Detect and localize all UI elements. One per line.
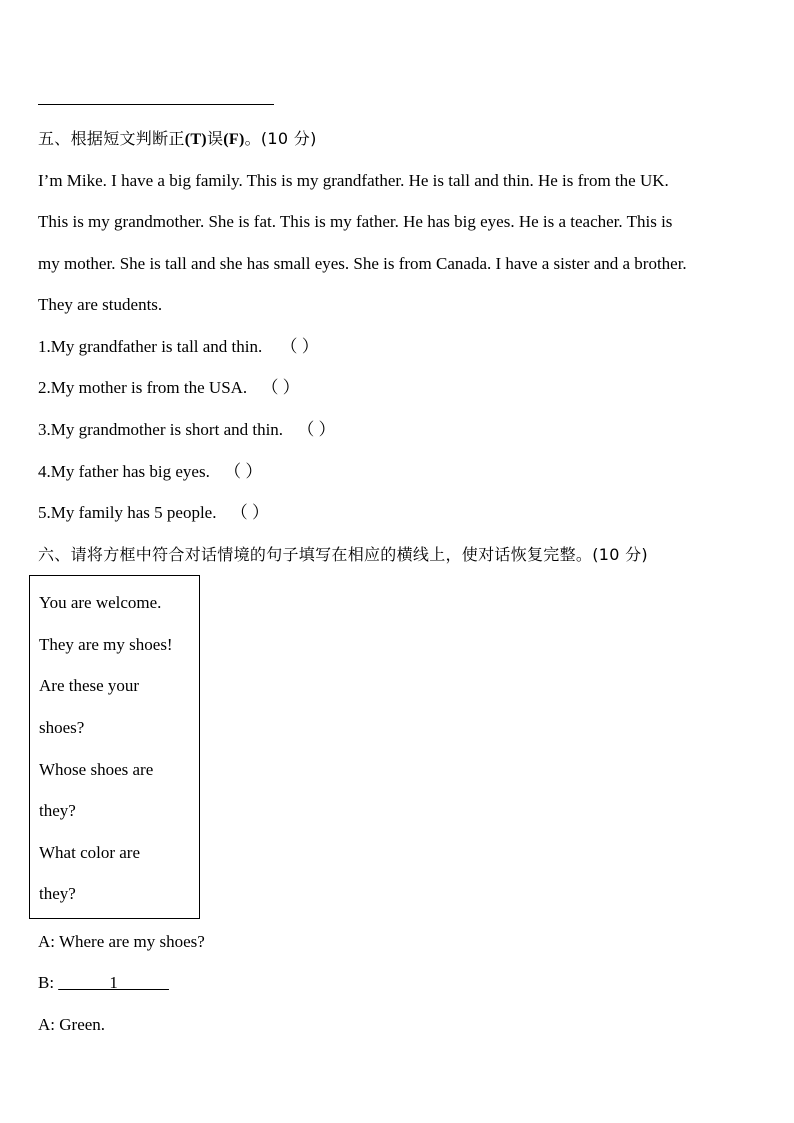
question-2-text: 2.My mother is from the USA. — [38, 378, 248, 397]
section-5-heading-suffix: 。(10 分) — [244, 129, 317, 148]
dialogue-speaker-a: A: — [38, 932, 55, 951]
section-5-heading-f: (F) — [223, 131, 245, 148]
section-5-heading-prefix: 五、根据短文判断正 — [38, 129, 185, 148]
question-3-text: 3.My grandmother is short and thin. — [38, 420, 284, 439]
section-5-heading-t: (T) — [184, 131, 207, 148]
question-4 — [38, 461, 262, 483]
box-sentence-3a: Are these your — [39, 676, 140, 695]
question-4-answer-box[interactable]: （ ） — [224, 462, 263, 481]
question-4-text: 4.My father has big eyes. — [38, 462, 210, 481]
question-5-text: 5.My family has 5 people. — [38, 503, 217, 522]
answer-blank-1[interactable]: ______1______ — [58, 973, 169, 992]
box-sentence-1: You are welcome. — [39, 593, 162, 612]
section-5-heading — [38, 128, 317, 151]
box-sentence-5a: What color are — [39, 843, 140, 862]
question-2-answer-box[interactable]: （ ） — [261, 378, 300, 397]
passage-line-2: This is my grandmother. She is fat. This is my father. He has big eyes. He is a teacher. This is — [38, 212, 673, 231]
dialogue-text-1: Where are my shoes? — [55, 932, 205, 951]
dialogue-speaker-a: A: — [38, 1015, 55, 1034]
dialogue-line-2 — [38, 972, 169, 994]
passage-line-1: I’m Mike. I have a big family. This is my grandfather. He is tall and thin. He is from the UK. — [38, 171, 669, 190]
dialogue-line-1 — [38, 931, 205, 953]
sentence-choice-box — [29, 575, 200, 919]
box-sentence-3b: shoes? — [39, 718, 85, 737]
question-1-answer-box[interactable]: （ ） — [280, 337, 319, 356]
dialogue-speaker-b: B: — [38, 973, 55, 992]
box-sentence-5b: they? — [39, 884, 76, 903]
box-sentence-4a: Whose shoes are — [39, 760, 154, 779]
dialogue-line-3 — [38, 1014, 105, 1036]
box-sentence-4b: they? — [39, 801, 76, 820]
passage-line-4: They are students. — [38, 295, 163, 314]
question-1-text: 1.My grandfather is tall and thin. — [38, 337, 263, 356]
question-3 — [38, 419, 336, 441]
box-sentence-2: They are my shoes! — [39, 635, 173, 654]
question-2 — [38, 377, 300, 399]
question-5 — [38, 502, 269, 524]
passage-line-3: my mother. She is tall and she has small eyes. She is from Canada. I have a sister and a brother. — [38, 254, 687, 273]
section-6-heading: 六、请将方框中符合对话情境的句子填写在相应的横线上，使对话恢复完整。(10 分) — [38, 545, 648, 564]
section-5-heading-mid: 误 — [206, 129, 224, 148]
dialogue-text-3: Green. — [55, 1015, 106, 1034]
question-3-answer-box[interactable]: （ ） — [297, 420, 336, 439]
top-divider-line — [38, 104, 274, 105]
question-5-answer-box[interactable]: （ ） — [230, 503, 269, 522]
question-1 — [38, 336, 319, 358]
